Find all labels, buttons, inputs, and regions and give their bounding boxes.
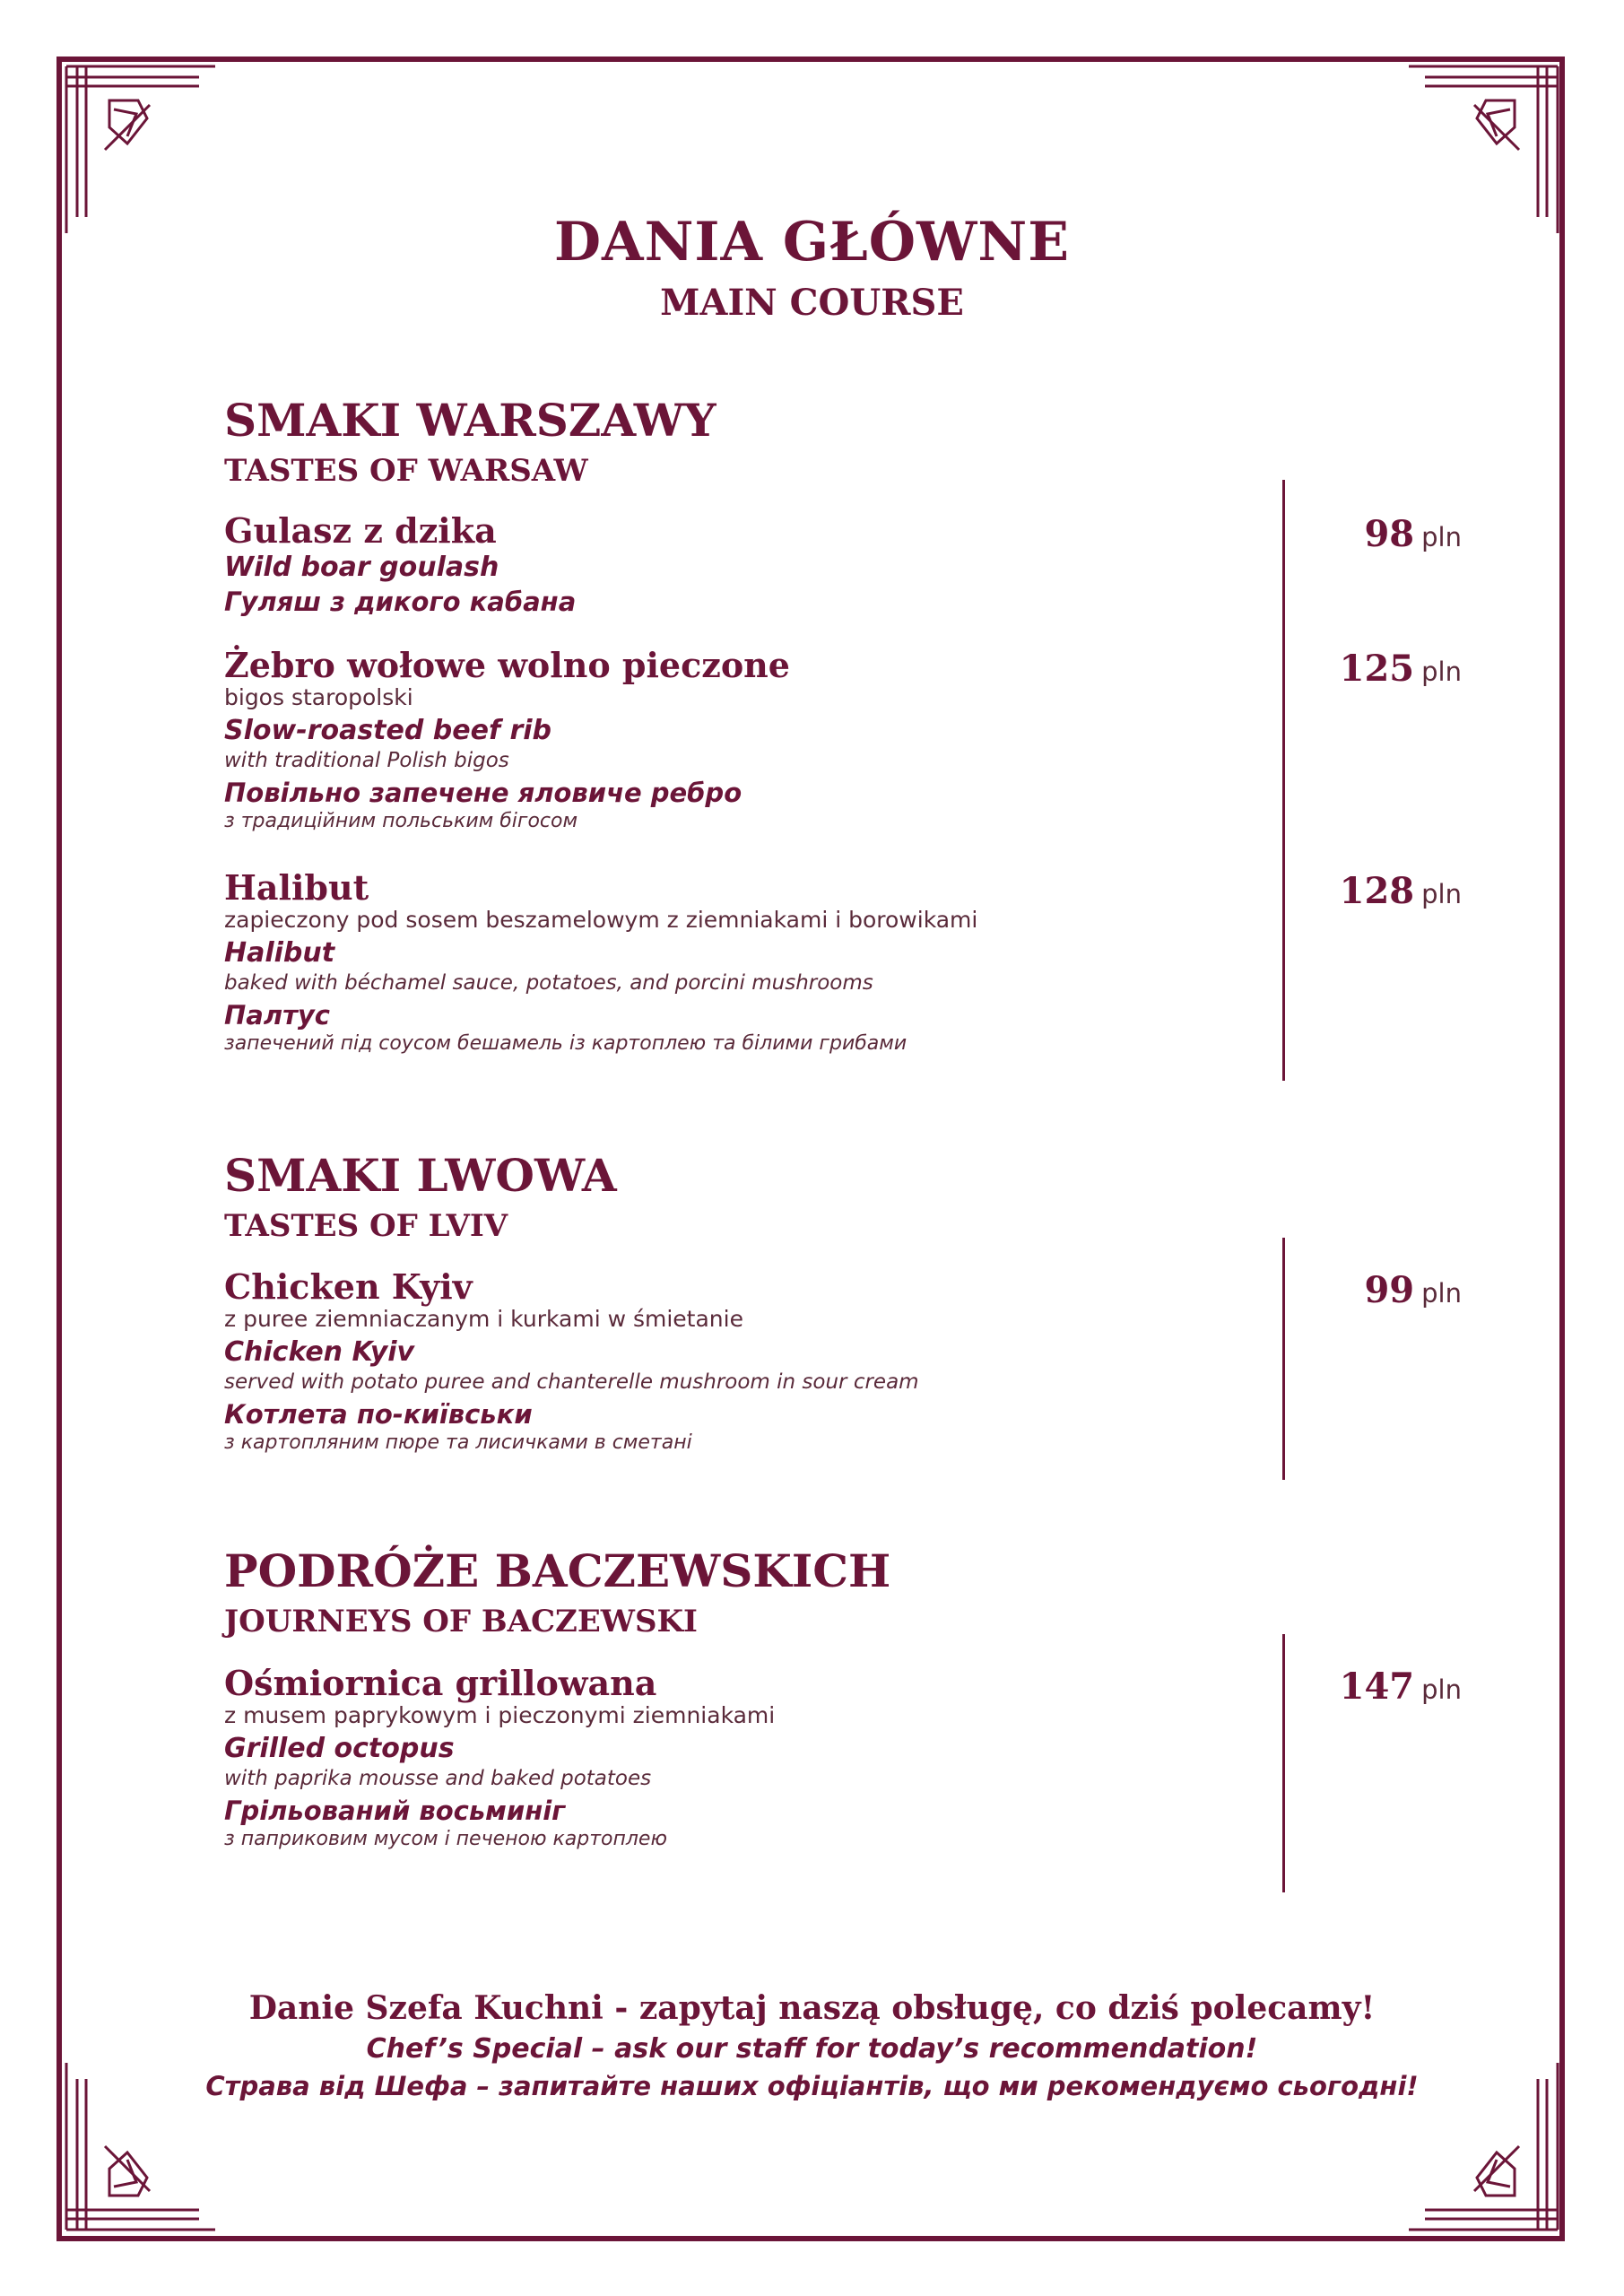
section-title-english: JOURNEYS OF BACZEWSKI bbox=[224, 1604, 698, 1639]
dish-description-english: with paprika mousse and baked potatoes bbox=[224, 1766, 652, 1790]
dish-name-ukrainian: Грільований восьминіг bbox=[224, 1795, 566, 1826]
footer-english: Chef’s Special – ask our staff for today’s recommendation! bbox=[366, 2033, 1258, 2066]
dish-name-polish: Gulasz z dzika bbox=[224, 510, 497, 551]
dish-name-ukrainian: Палтус bbox=[224, 999, 330, 1031]
dish-name-english: Wild boar goulash bbox=[224, 551, 499, 583]
dish-description-polish: zapieczony pod sosem beszamelowym z ziemniakami i borowikami bbox=[224, 906, 978, 933]
dish-description-english: served with potato puree and chanterelle mushroom in sour cream bbox=[224, 1370, 919, 1394]
price-currency: pln bbox=[1421, 1674, 1462, 1705]
dish-description-polish: z musem paprykowym i pieczonymi ziemniakami bbox=[224, 1701, 776, 1728]
section-journeys bbox=[224, 1544, 1480, 1639]
menu-item bbox=[224, 645, 1480, 835]
dish-description-english: baked with béchamel sauce, potatoes, and porcini mushrooms bbox=[224, 970, 873, 995]
dish-price bbox=[1318, 1269, 1462, 1311]
dish-description-ukrainian: з картопляним пюре та лисичками в сметані bbox=[224, 1431, 692, 1455]
dish-name-english: Halibut bbox=[224, 937, 335, 970]
price-currency: pln bbox=[1421, 657, 1462, 687]
dish-description-ukrainian: запечений під соусом бешамель із картоплею та білими грибами bbox=[224, 1032, 908, 1056]
footer-polish: Danie Szefa Kuchni - zapytaj naszą obsługę, co dziś polecamy! bbox=[248, 1989, 1376, 2027]
dish-name-ukrainian: Гуляш з дикого кабана bbox=[224, 587, 577, 618]
dish-name-polish: Chicken Kyiv bbox=[224, 1266, 473, 1307]
dish-description-ukrainian: з паприковим мусом і печеною картоплею bbox=[224, 1828, 667, 1851]
title-english: MAIN COURSE bbox=[660, 282, 964, 324]
section-title-english: TASTES OF WARSAW bbox=[224, 453, 588, 489]
footer-ukrainian: Страва від Шефа – запитайте наших офіціантів, що ми рекомендуємо сьогодні! bbox=[205, 2071, 1419, 2102]
price-currency: pln bbox=[1421, 1278, 1462, 1309]
section-title-english: TASTES OF LVIV bbox=[224, 1208, 508, 1244]
dish-name-ukrainian: Котлета по-київськи bbox=[224, 1398, 533, 1430]
dish-name-english: Chicken Kyiv bbox=[224, 1336, 415, 1369]
section-title-polish: SMAKI LWOWA bbox=[224, 1149, 617, 1202]
menu-item bbox=[224, 1665, 1480, 1853]
price-value: 147 bbox=[1339, 1665, 1415, 1708]
section-title-polish: PODRÓŻE BACZEWSKICH bbox=[224, 1544, 891, 1597]
dish-price bbox=[1318, 648, 1462, 690]
dish-price bbox=[1318, 1665, 1462, 1708]
price-value: 128 bbox=[1339, 870, 1415, 912]
section-lviv bbox=[224, 1149, 1480, 1244]
dish-name-english: Slow-roasted beef rib bbox=[224, 715, 551, 747]
dish-price bbox=[1318, 870, 1462, 912]
menu-item bbox=[224, 1266, 1480, 1457]
price-value: 99 bbox=[1364, 1269, 1415, 1311]
title-polish: DANIA GŁÓWNE bbox=[554, 211, 1070, 274]
dish-price bbox=[1318, 513, 1462, 555]
dish-description-polish: bigos staropolski bbox=[224, 683, 413, 710]
dish-name-polish: Żebro wołowe wolno pieczone bbox=[224, 645, 790, 685]
price-currency: pln bbox=[1421, 879, 1462, 909]
price-value: 98 bbox=[1364, 513, 1415, 555]
price-currency: pln bbox=[1421, 522, 1462, 552]
dish-name-polish: Halibut bbox=[224, 867, 369, 908]
dish-name-english: Grilled octopus bbox=[224, 1733, 455, 1765]
dish-description-ukrainian: з традиційним польським бігосом bbox=[224, 810, 578, 833]
menu-item bbox=[224, 867, 1480, 1057]
ornament-icon bbox=[1407, 65, 1559, 235]
section-warsaw bbox=[224, 394, 1480, 489]
dish-description-english: with traditional Polish bigos bbox=[224, 748, 509, 772]
price-value: 125 bbox=[1339, 648, 1415, 690]
dish-name-polish: Ośmiornica grillowana bbox=[224, 1663, 657, 1703]
section-title-polish: SMAKI WARSZAWY bbox=[224, 394, 716, 447]
chef-special-note bbox=[0, 1989, 1624, 2104]
ornament-icon bbox=[65, 65, 217, 235]
page-title bbox=[0, 211, 1624, 324]
dish-description-polish: z puree ziemniaczanym i kurkami w śmietanie bbox=[224, 1305, 743, 1332]
corner-ornament-top-left bbox=[65, 65, 217, 235]
menu-item bbox=[224, 510, 1480, 619]
corner-ornament-top-right bbox=[1407, 65, 1559, 235]
dish-name-ukrainian: Повільно запечене яловиче ребро bbox=[224, 777, 743, 808]
